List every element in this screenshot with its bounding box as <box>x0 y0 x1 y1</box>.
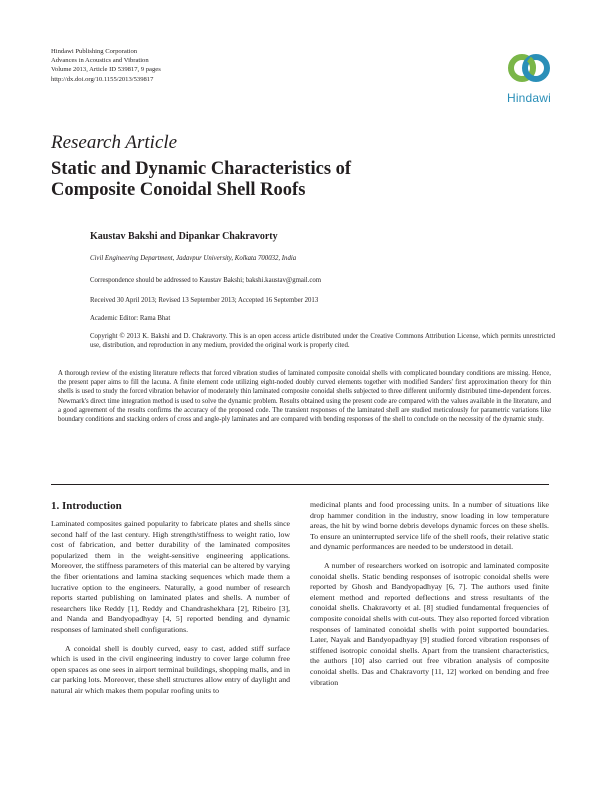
abstract: A thorough review of the existing literature reflects that forced vibration studies of laminated composite conoidal shells with complicated boundary conditions are missing. Hence, the present paper aims to fill the lacuna. A finite element code utilizing eight-noded doubly curved elements together with modified Sanders' first approximation theory for thin shells is used to study the forced vibration behavior of moderately thin laminated composite conoidal shells subjected to three different uniformly distributed time-dependent forces. Newmark's direct time integration method is used to solve the dynamic problem. Results obtained using the present code are compared with the values available in the literature, and a good agreement of the results confirms the accuracy of the proposed code. The transient responses of the laminated shell are studied meticulously for parametric variations like boundary conditions and stacking orders of cross and angle-ply laminates and are compared with bending responses of the shell to conclude on the necessity of the dynamic study. <box>58 370 551 424</box>
volume-info: Volume 2013, Article ID 539817, 9 pages <box>51 66 161 74</box>
paragraph: Laminated composites gained popularity to fabricate plates and shells since second half of the last century. High strength/stiffness to weight ratio, low cost of fabrication, and better durability of the laminated composites popularized them in the weight-sensitive engineering applications. Moreover, the stiffness parameters of this material can be altered by varying the fiber orientations and lamina stacking sequences which made them a lucrative option to the engineers. Naturally, a good number of research reports started publishing on laminated plates and shells. A number of researchers like Reddy [1], Reddy and Chandrashekhara [2], Ribeiro [3], and Nanda and Bandyopadhyay [4, 5] reported bending and dynamic responses of laminated shell configurations. <box>51 519 290 634</box>
affiliation: Civil Engineering Department, Jadavpur University, Kolkata 700032, India <box>90 255 297 262</box>
title-line-1: Static and Dynamic Characteristics of <box>51 159 352 179</box>
column-left <box>51 519 290 697</box>
copyright-notice: Copyright © 2013 K. Bakshi and D. Chakravorty. This is an open access article distributed under the Creative Commons Attribution License, which permits unrestricted use, distribution, and reproduction in any medium, provided the original work is properly cited. <box>90 333 555 349</box>
correspondence: Correspondence should be addressed to Kaustav Bakshi; bakshi.kaustav@gmail.com <box>90 277 322 284</box>
paragraph: A conoidal shell is doubly curved, easy to cast, added stiff surface which is used in the civil engineering industry to cover large column free open spaces as one sees in airport terminal buildings, shopping malls, and in car parking lots. Moreover, these shell structures allow entry of daylight and natural air which makes them popular roofing units to <box>51 643 290 695</box>
journal-info <box>51 47 161 84</box>
section-heading: 1. Introduction <box>51 500 122 512</box>
article-type: Research Article <box>51 132 178 153</box>
publication-dates: Received 30 April 2013; Revised 13 September 2013; Accepted 16 September 2013 <box>90 297 319 304</box>
article-title <box>51 159 411 201</box>
paragraph: medicinal plants and food processing units. In a number of situations like drop hammer condition in the industry, snow loading in low temperature areas, the hit by wind borne debris develops dynamic forces on these shells. To ensure an uninterrupted service life of the shell roofs, their relative static and dynamic performances are needed to be understood in detail. <box>310 500 549 552</box>
title-line-2: Composite Conoidal Shell Roofs <box>51 180 306 200</box>
doi-link[interactable]: http://dx.doi.org/10.1155/2013/539817 <box>51 75 154 83</box>
journal-name: Advances in Acoustics and Vibration <box>51 57 149 65</box>
paragraph: A number of researchers worked on isotropic and laminated composite conoidal shells. Static bending responses of isotropic conoidal shells were reported by Ghosh and Bandyopadhyay [6, 7]. The authors used finite element method and reported deflections and stress resultants of the conoidal shells. Chakravorty et al. [8] studied fundamental frequencies of composite conoidal shells with cut-outs. They also reported forced vibration responses of laminated conoidal shells with point supported boundaries. Later, Nayak and Bandyopadhyay [9] studied forced vibration responses of stiffened isotropic conoidal shells. Apart from the transient characteristics, the authors [10] also carried out free vibration analysis of composite conoidal shells. Das and Chakravorty [11, 12] worked on bending and free vibration <box>310 560 549 687</box>
column-right <box>310 500 549 688</box>
logo-wordmark: Hindawi <box>506 91 552 105</box>
authors: Kaustav Bakshi and Dipankar Chakravorty <box>90 231 278 242</box>
academic-editor: Academic Editor: Rama Bhat <box>90 315 171 322</box>
section-divider <box>51 484 549 485</box>
publisher: Hindawi Publishing Corporation <box>51 48 138 55</box>
